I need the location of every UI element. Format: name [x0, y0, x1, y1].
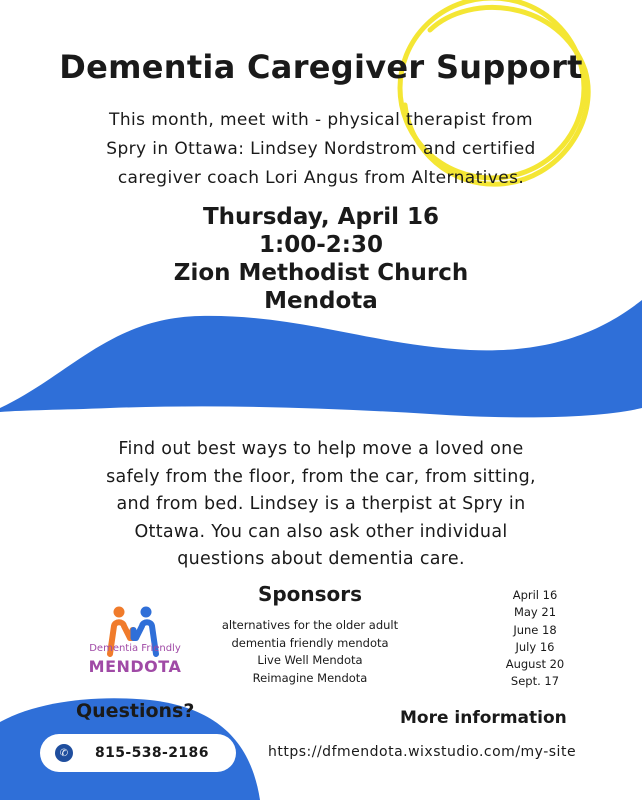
- meeting-dates-list: [480, 587, 590, 691]
- logo-subtitle: Dementia Friendly: [89, 643, 181, 654]
- blue-wave-band: [0, 300, 642, 417]
- date-item: Sept. 17: [510, 674, 560, 689]
- intro-line: This month, meet with - physical therapist from: [109, 110, 533, 130]
- intro-text: [60, 106, 582, 193]
- questions-heading: Questions?: [76, 700, 195, 722]
- event-city: Mendota: [264, 288, 378, 314]
- sponsor-item: dementia friendly mendota: [231, 635, 389, 650]
- page-title: Dementia Caregiver Support: [59, 48, 583, 86]
- intro-line: caregiver coach Lori Angus from Alternatives.: [117, 168, 525, 188]
- date-item: April 16: [512, 588, 558, 602]
- description-line: and from bed. Lindsey is a therpist at Spry in: [116, 494, 526, 514]
- website-link[interactable]: https://dfmendota.wixstudio.com/my-site: [268, 744, 577, 760]
- date-item: June 18: [513, 622, 557, 637]
- description-line: questions about dementia care.: [177, 549, 465, 569]
- date-item: July 16: [515, 639, 555, 654]
- sponsor-item: alternatives for the older adult: [221, 618, 399, 632]
- sponsors-heading: Sponsors: [257, 582, 363, 606]
- phone-contact[interactable]: [40, 734, 236, 772]
- phone-icon: ✆: [55, 744, 73, 762]
- description-text: [60, 436, 582, 574]
- description-line: Ottawa. You can also ask other individual: [134, 521, 508, 542]
- date-item: May 21: [513, 605, 557, 620]
- event-date: Thursday, April 16: [202, 204, 440, 230]
- intro-line: Spry in Ottawa: Lindsey Nordstrom and certified: [106, 139, 536, 159]
- date-item: August 20: [505, 657, 565, 672]
- more-information-heading: More information: [400, 708, 567, 728]
- description-line: Find out best ways to help move a loved one: [118, 439, 524, 459]
- sponsors-list: [200, 617, 420, 687]
- sponsor-item: Reimagine Mendota: [252, 670, 368, 685]
- event-place: Zion Methodist Church: [173, 260, 469, 286]
- logo-wordmark: MENDOTA: [88, 657, 182, 676]
- sponsor-item: Live Well Mendota: [257, 653, 363, 667]
- phone-number: 815-538-2186: [95, 745, 209, 761]
- event-time: 1:00-2:30: [259, 232, 383, 258]
- description-line: safely from the floor, from the car, from sitting,: [106, 466, 536, 487]
